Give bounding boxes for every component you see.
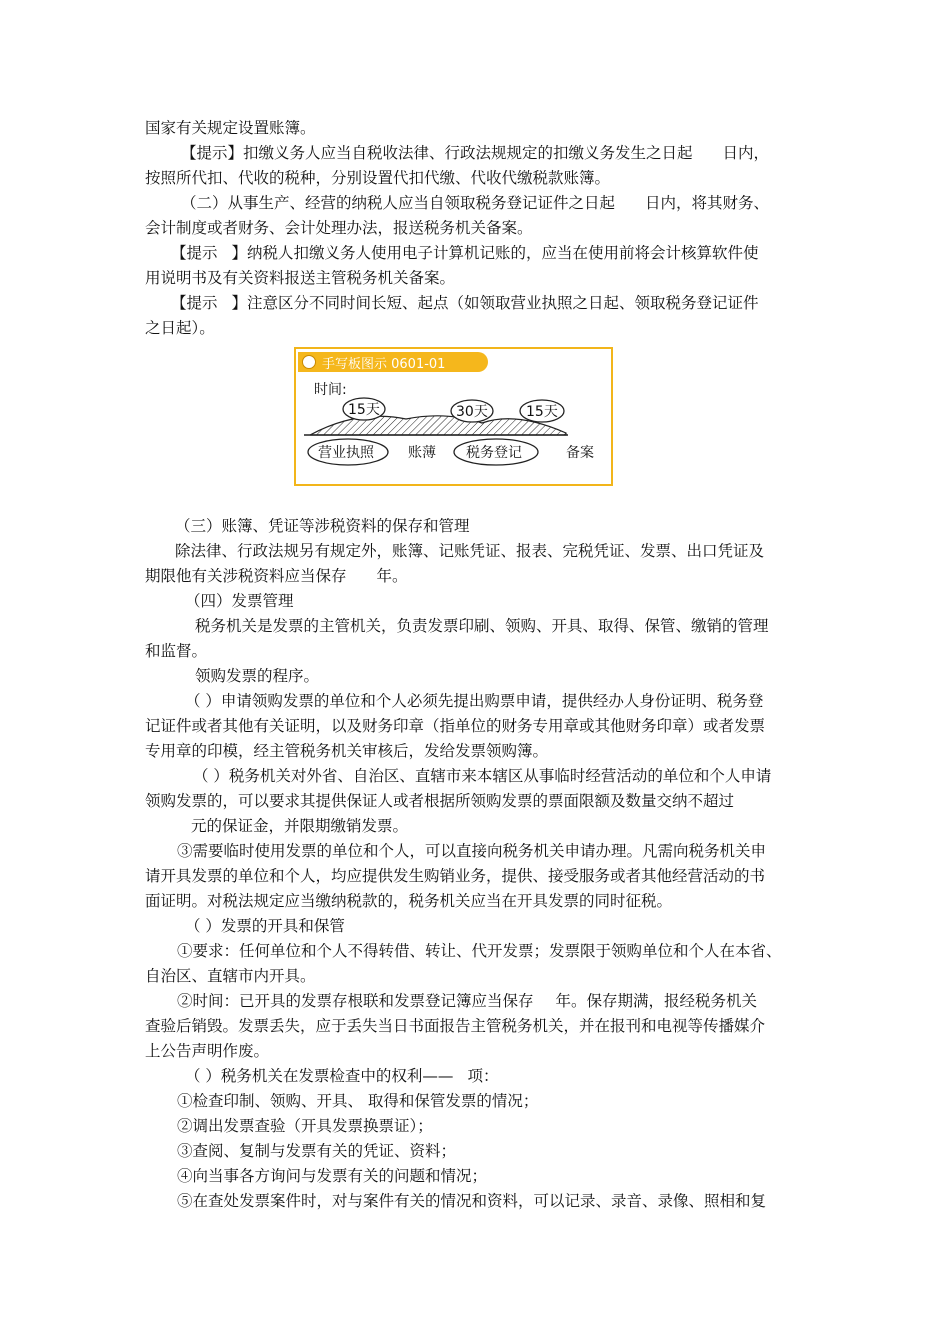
text-segment: 【提示 — [171, 244, 218, 262]
timeline-diagram — [296, 349, 611, 484]
text-segment: 日内，将其财务、 — [645, 194, 770, 212]
text-block-bottom — [145, 514, 810, 1214]
text-line: 会计制度或者财务、会计处理办法，报送税务机关备案。 — [145, 219, 533, 237]
text-line: 记证件或者其他有关证明，以及财务印章（指单位的财务专用章或其他财务印章）或者发票 — [145, 717, 766, 735]
figure-title: 手写板图示 0601-01 — [322, 357, 446, 372]
text-segment: 期限他有关涉税资料应当保存 — [145, 567, 347, 585]
node-label: 备案 — [566, 445, 594, 461]
list-item: ①检查印制、领购、开具、 取得和保管发票的情况； — [177, 1092, 539, 1110]
node-label: 税务登记 — [466, 445, 522, 461]
text-line: 上公告声明作废。 — [145, 1042, 270, 1060]
text-line — [145, 141, 810, 166]
text-line: ①要求：任何单位和个人不得转借、转让、代开发票；发票限于领购单位和个人在本省、 — [177, 942, 782, 960]
list-item: ③查阅、复制与发票有关的凭证、资料； — [177, 1142, 457, 1160]
text-line: 除法律、行政法规另有规定外，账簿、记账凭证、报表、完税凭证、发票、出口凭证及 — [175, 542, 765, 560]
text-line: 领购发票的程序。 — [195, 667, 320, 685]
section-heading: （四）发票管理 — [185, 592, 294, 610]
handwriting-board-figure — [294, 347, 613, 486]
text-segment: （ ）税务机关在发票检查中的权利—— — [185, 1067, 454, 1085]
text-line: （ ）税务机关对外省、自治区、直辖市来本辖区从事临时经营活动的单位和个人申请 — [193, 767, 772, 785]
text-line: 之日起）。 — [145, 319, 215, 337]
text-line — [145, 564, 810, 589]
duration-label: 15天 — [526, 404, 558, 420]
text-line: ③需要临时使用发票的单位和个人，可以直接向税务机关申请办理。凡需向税务机关申 — [177, 842, 767, 860]
text-line: 自治区、直辖市内开具。 — [145, 967, 316, 985]
text-segment: （二）从事生产、经营的纳税人应当自领取税务登记证件之日起 — [181, 194, 616, 212]
text-line: 请开具发票的单位和个人，均应提供发生购销业务，提供、接受服务或者其他经营活动的书 — [145, 867, 766, 885]
text-line: 领购发票的，可以要求其提供保证人或者根据所领购发票的票面限额及数量交纳不超过 — [145, 792, 735, 810]
node-label: 营业执照 — [318, 445, 374, 461]
text-line — [145, 291, 810, 316]
text-line — [145, 191, 810, 216]
list-item: ②调出发票查验（开具发票换票证）； — [177, 1117, 433, 1135]
node-label: 账薄 — [408, 445, 436, 461]
text-line — [145, 989, 810, 1014]
text-line: 用说明书及有关资料报送主管税务机关备案。 — [145, 269, 456, 287]
list-item: ⑤在查处发票案件时，对与案件有关的情况和资料，可以记录、录音、录像、照相和复 — [177, 1192, 767, 1210]
section-heading — [145, 1064, 810, 1089]
text-line: 按照所代扣、代收的税种，分别设置代扣代缴、代收代缴税款账簿。 — [145, 169, 611, 187]
text-line: 专用章的印模，经主管税务机关审核后，发给发票领购簿。 — [145, 742, 549, 760]
text-segment: 【提示】扣缴义务人应当自税收法律、行政法规规定的扣缴义务发生之日起 — [181, 144, 693, 162]
text-line: （ ）申请领购发票的单位和个人必须先提出购票申请，提供经办人身份证明、税务登 — [185, 692, 764, 710]
text-line: 税务机关是发票的主管机关，负责发票印刷、领购、开具、取得、保管、缴销的管理 — [195, 617, 769, 635]
text-segment: 年。 — [376, 567, 408, 585]
text-line: 查验后销毁。发票丢失，应于丢失当日书面报告主管税务机关，并在报刊和电视等传播媒介 — [145, 1017, 766, 1035]
section-heading: （ ）发票的开具和保管 — [185, 917, 345, 935]
text-segment: 【提示 — [171, 294, 218, 312]
duration-label: 30天 — [456, 404, 488, 420]
list-item: ④向当事各方询问与发票有关的问题和情况； — [177, 1167, 488, 1185]
text-line: 元的保证金，并限期缴销发票。 — [191, 817, 409, 835]
text-segment: 项： — [467, 1067, 499, 1085]
text-line: 面证明。对税法规定应当缴纳税款的，税务机关应当在开具发票的同时征税。 — [145, 892, 673, 910]
text-line — [145, 241, 810, 266]
section-heading: （三）账簿、凭证等涉税资料的保存和管理 — [175, 517, 470, 535]
text-line: 和监督。 — [145, 642, 208, 660]
text-segment: 】纳税人扣缴义务人使用电子计算机记账的，应当在使用前将会计核算软件使 — [231, 244, 759, 262]
text-segment: 】注意区分不同时间长短、起点（如领取营业执照之日起、领取税务登记证件 — [231, 294, 759, 312]
text-line: 国家有关规定设置账簿。 — [145, 119, 316, 137]
text-block-top — [145, 116, 810, 341]
text-segment: 日内， — [722, 144, 770, 162]
duration-label: 15天 — [348, 402, 380, 418]
time-label: 时间: — [314, 382, 347, 398]
text-segment: 年。保存期满，报经税务机关 — [555, 992, 758, 1010]
text-segment: ②时间：已开具的发票存根联和发票登记簿应当保存 — [177, 992, 534, 1010]
